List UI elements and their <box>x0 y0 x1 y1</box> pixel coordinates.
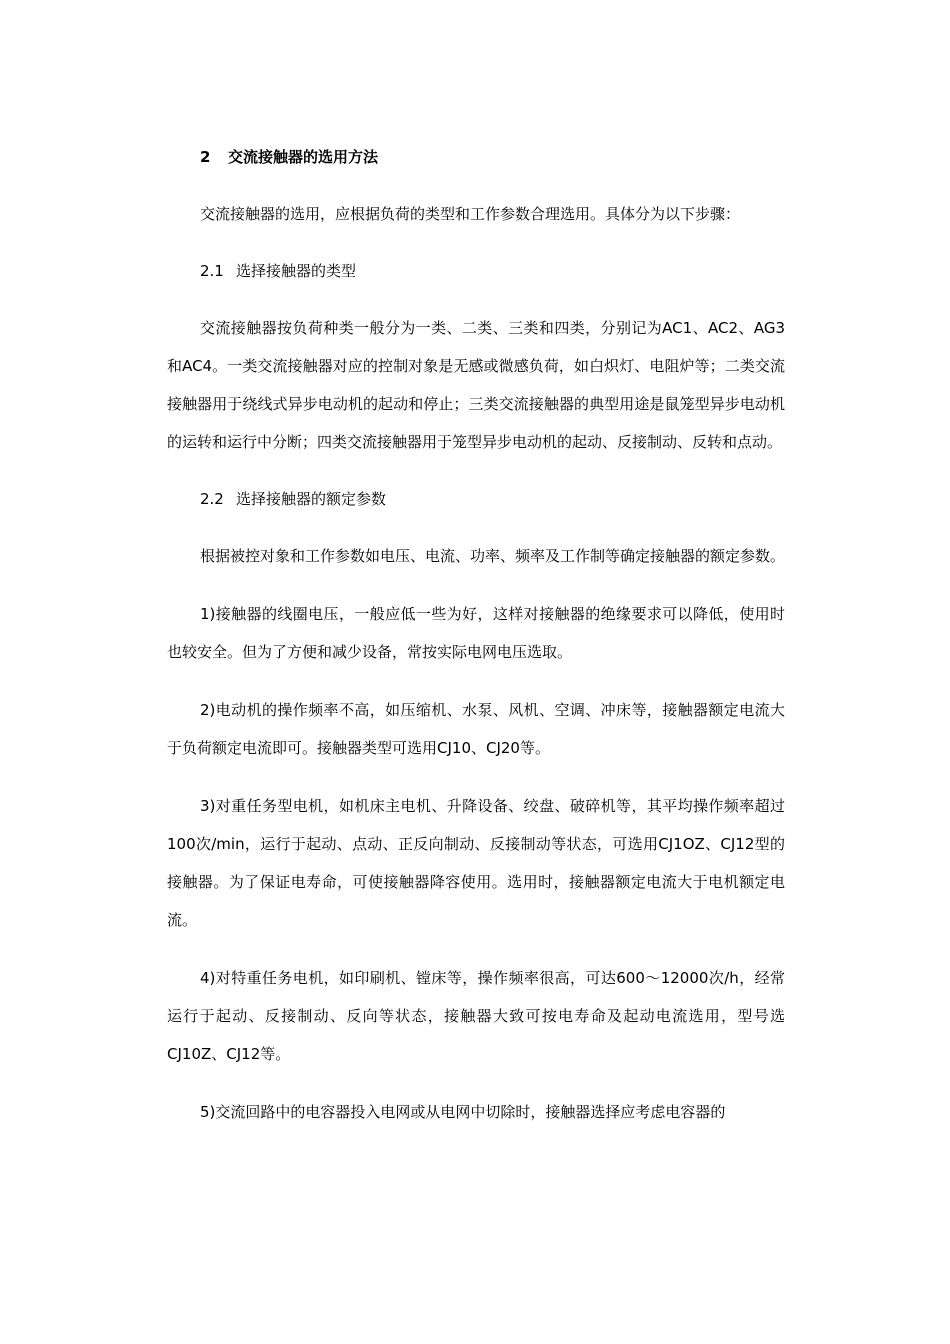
rated-parameters-paragraph: 根据被控对象和工作参数如电压、电流、功率、频率及工作制等确定接触器的额定参数。 <box>200 547 786 565</box>
document-body <box>167 138 785 1131</box>
list-item-2: 2)电动机的操作频率不高，如压缩机、水泵、风机、空调、冲床等，接触器额定电流大于负荷额定电流即可。接触器类型可选用CJ10、CJ20等。 <box>167 701 785 757</box>
subsection-number: 2.2 <box>200 490 224 508</box>
list-item-5: 5)交流回路中的电容器投入电网或从电网中切除时，接触器选择应考虑电容器的 <box>200 1103 726 1121</box>
subsection-heading-2-1 <box>200 252 785 290</box>
list-item-4: 4)对特重任务电机，如印刷机、镗床等，操作频率很高，可达600～12000次/h，经常运行于起动、反接制动、反向等状态，接触器大致可按电寿命及起动电流选用，型号选CJ10Z、CJ12等。 <box>167 969 785 1063</box>
section-title: 交流接触器的选用方法 <box>228 148 379 166</box>
list-item-1: 1)接触器的线圈电压，一般应低一些为好，这样对接触器的绝缘要求可以降低，使用时也较安全。但为了方便和减少设备，常按实际电网电压选取。 <box>167 605 785 661</box>
subsection-heading-2-2 <box>200 480 785 518</box>
intro-paragraph: 交流接触器的选用，应根据负荷的类型和工作参数合理选用。具体分为以下步骤： <box>200 205 741 223</box>
subsection-number: 2.1 <box>200 262 224 280</box>
section-number: 2 <box>200 148 211 166</box>
subsection-title: 选择接触器的类型 <box>236 262 357 280</box>
subsection-title: 选择接触器的额定参数 <box>236 490 387 508</box>
contactor-type-paragraph: 交流接触器按负荷种类一般分为一类、二类、三类和四类，分别记为AC1、AC2、AG3和AC4。一类交流接触器对应的控制对象是无感或微感负荷，如白炽灯、电阻炉等；二类交流接触器用于绕线式异步电动机的起动和停止；三类交流接触器的典型用途是鼠笼型异步电动机的运转和运行中分断；四类交流接触器用于笼型异步电动机的起动、反接制动、反转和点动。 <box>167 319 785 451</box>
list-item-3: 3)对重任务型电机，如机床主电机、升降设备、绞盘、破碎机等，其平均操作频率超过100次/min，运行于起动、点动、正反向制动、反接制动等状态，可选用CJ1OZ、CJ12型的接触器。为了保证电寿命，可使接触器降容使用。选用时，接触器额定电流大于电机额定电流。 <box>167 797 785 929</box>
section-heading <box>200 138 785 176</box>
